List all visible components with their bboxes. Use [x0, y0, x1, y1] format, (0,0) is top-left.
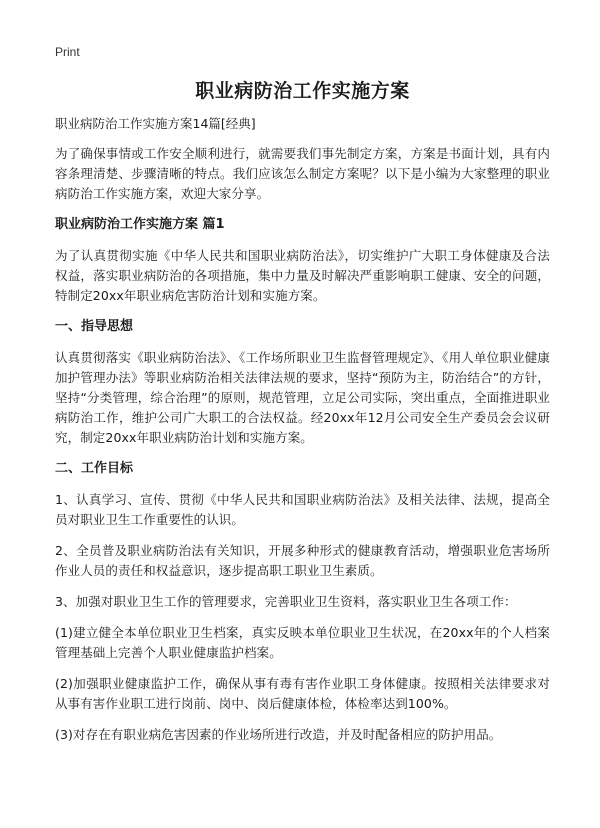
article-heading: 职业病防治工作实施方案 篇1: [55, 217, 225, 232]
guiding-ideology-paragraph: 认真贯彻落实《职业病防治法》、《工作场所职业卫生监督管理规定》、《用人单位职业健康加护管理办法》等职业病防治相关法律法规的要求，坚持“预防为主，防治结合”的方针，坚持“分类管理，综合治理”的原则，规范管理，立足公司实际，突出重点，全面推进职业病防治工作，维护公司广大职工的合法权益。经20xx年12月公司安全生产委员会会议研究，制定20xx年职业病防治计划和实施方案。: [55, 350, 550, 445]
section-heading-work-goals: 二、工作目标: [55, 461, 134, 476]
sub-item-1: (1)建立健全本单位职业卫生档案，真实反映本单位职业卫生状况，在20xx年的个人档案管理基础上完善个人职业健康监护档案。: [55, 625, 550, 660]
goal-item-1: 1、认真学习、宣传、贯彻《中华人民共和国职业病防治法》及相关法律、法规，提高全员对职业卫生工作重要性的认识。: [55, 492, 550, 527]
sub-item-2: (2)加强职业健康监护工作，确保从事有毒有害作业职工身体健康。按照相关法律要求对从事有害作业职工进行岗前、岗中、岗后健康体检，体检率达到100%。: [55, 676, 550, 711]
intro-paragraph: 为了确保事情或工作安全顺利进行，就需要我们事先制定方案，方案是书面计划，具有内容条理清楚、步骤清晰的特点。我们应该怎么制定方案呢？以下是小编为大家整理的职业病防治工作实施方案，欢迎大家分享。: [55, 146, 550, 201]
goal-item-2: 2、全员普及职业病防治法有关知识，开展多种形式的健康教育活动，增强职业危害场所作业人员的责任和权益意识，逐步提高职工职业卫生素质。: [55, 543, 550, 578]
article-intro-paragraph: 为了认真贯彻实施《中华人民共和国职业病防治法》，切实维护广大职工身体健康及合法权益，落实职业病防治的各项措施，集中力量及时解决严重影响职工健康、安全的问题，特制定20xx年职业病危害防治计划和实施方案。: [55, 248, 550, 303]
print-label: Print: [55, 45, 80, 59]
document-subtitle: 职业病防治工作实施方案14篇[经典]: [55, 116, 256, 131]
goal-item-3: 3、加强对职业卫生工作的管理要求，完善职业卫生资料，落实职业卫生各项工作：: [55, 594, 517, 609]
document-title: 职业病防治工作实施方案: [195, 80, 410, 102]
document-page: [55, 78, 550, 756]
section-heading-guiding-ideology: 一、指导思想: [55, 319, 134, 334]
sub-item-3: (3)对存在有职业病危害因素的作业场所进行改造，并及时配备相应的防护用品。: [55, 727, 502, 742]
